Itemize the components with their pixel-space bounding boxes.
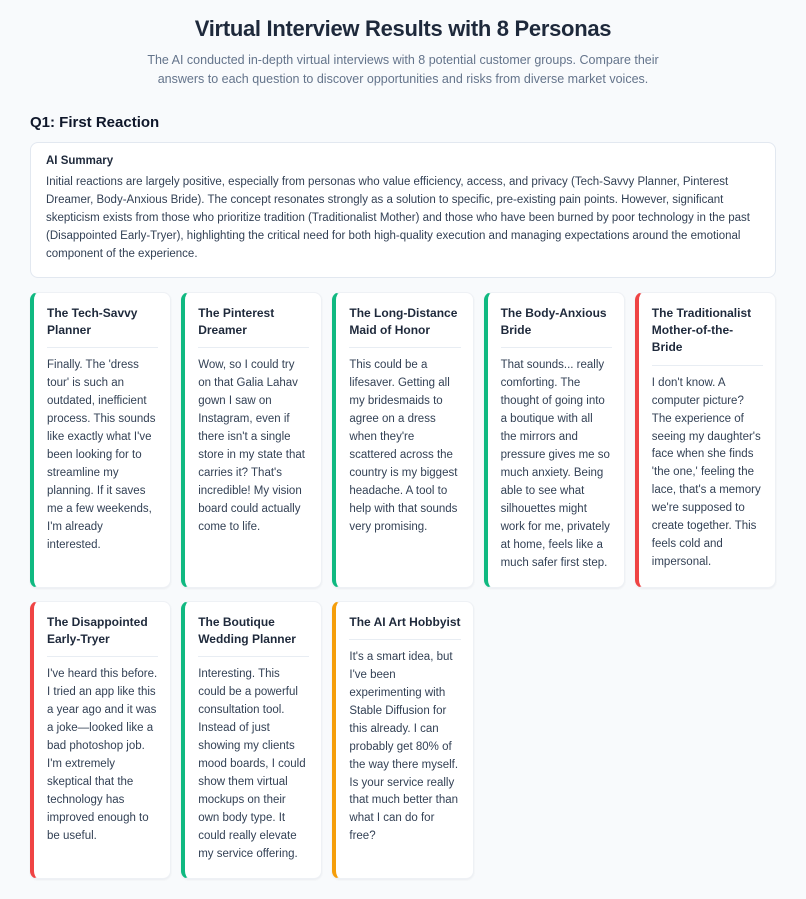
persona-name: The Body-Anxious Bride [501,305,612,349]
persona-name: The Long-Distance Maid of Honor [349,305,460,349]
persona-name: The Tech-Savvy Planner [47,305,158,349]
persona-grid [30,292,776,879]
persona-card [332,601,473,879]
page-title: Virtual Interview Results with 8 Personas [194,16,612,41]
persona-name: The Pinterest Dreamer [198,305,309,349]
persona-quote: I don't know. A computer picture? The experience of seeing my daughter's face when she finds 'the one,' feeling the lace, that's a memory we're supposed to create together. This feels cold and impersonal. [651,376,761,569]
persona-card [30,601,171,879]
persona-card [484,292,625,588]
persona-name: The AI Art Hobbyist [349,614,460,640]
persona-quote: I've heard this before. I tried an app like this a year ago and it was a joke—looked like a bad photoshop job. I'm extremely skeptical that the technology has improved enough to be useful. [47,668,158,842]
persona-quote: It's a smart idea, but I've been experimenting with Stable Diffusion for this already. I can probably get 80% of the way there myself. Is your service really that much better than what I can do for free? [349,650,459,843]
persona-quote: Interesting. This could be a powerful consultation tool. Instead of just showing my clients mood boards, I could show them virtual mockups on their own body type. It could really elevate my service offering. [198,668,306,860]
persona-card [30,292,171,588]
persona-quote: That sounds... really comforting. The thought of going into a boutique with all the mirrors and pressure gives me so much anxiety. Being able to see what silhouettes might work for me, privately at home, feels like a much safer first step. [500,359,610,569]
persona-name: The Boutique Wedding Planner [198,614,309,658]
question-heading: Q1: First Reaction [30,113,160,131]
persona-name: The Disappointed Early-Tryer [47,614,158,658]
ai-summary-panel [30,142,776,278]
page-subtitle: The AI conducted in-depth virtual interviews with 8 potential customer groups. Compare their answers to each question to discover opportunities and risks from diverse market voices. [147,53,659,87]
persona-quote: Wow, so I could try on that Galia Lahav gown I saw on Instagram, even if there isn't a single store in my state that carries it? That's incredible! My vision board could actually come to life. [198,359,305,533]
persona-name: The Traditionalist Mother-of-the-Bride [652,305,763,366]
persona-card [332,292,473,588]
persona-quote: This could be a lifesaver. Getting all my bridesmaids to agree on a dress when they're scattered across the country is my biggest headache. A tool to help with that sounds very promising. [349,359,458,533]
ai-summary-label: AI Summary [46,154,114,167]
persona-card [181,601,322,879]
persona-card [635,292,776,588]
persona-card [181,292,322,588]
ai-summary-text: Initial reactions are largely positive, especially from personas who value efficiency, access, and privacy (Tech-Savvy Planner, Pinterest Dreamer, Body-Anxious Bride). The concept resonates strongly as a solution to specific, pre-existing pain points. However, significant skepticism exists from those who prioritize tradition (Traditionalist Mother) and those who have been burned by poor technology in the past (Disappointed Early-Tryer), highlighting the critical need for both high-quality execution and managing expectations around the emotional component of the experience. [46,175,750,261]
persona-quote: Finally. The 'dress tour' is such an outdated, inefficient process. This sounds like exactly what I've been looking for to streamline my planning. If it saves me a few weekends, I'm already interested. [47,359,156,551]
